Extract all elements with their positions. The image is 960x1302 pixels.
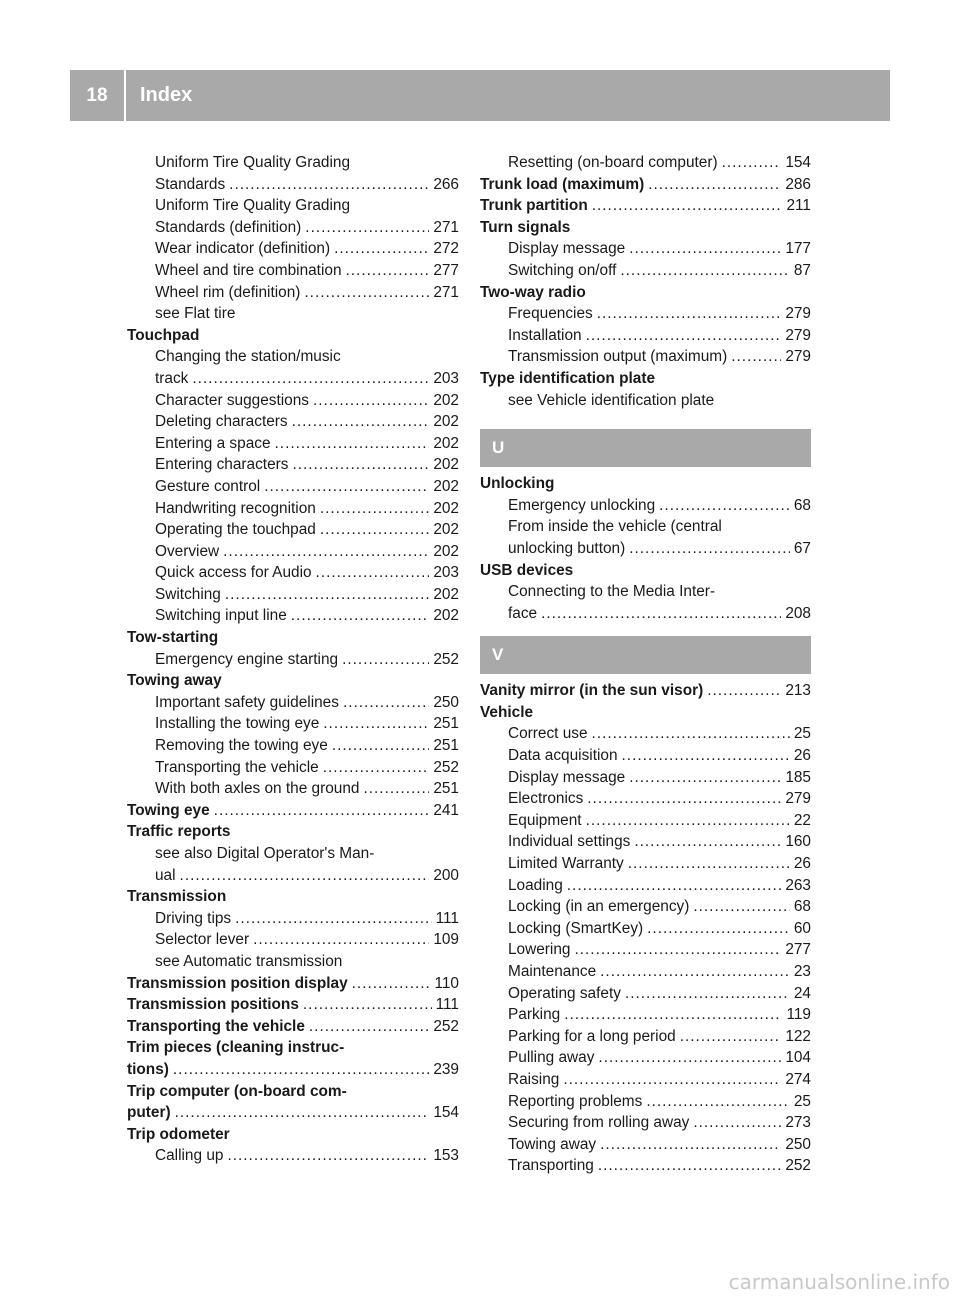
dot-leader — [620, 260, 790, 282]
entry-label: Entering characters — [155, 456, 289, 474]
page-reference: 239 — [433, 1060, 459, 1078]
entry-label: Operating safety — [508, 984, 621, 1002]
index-subentry — [127, 454, 459, 476]
dot-leader — [334, 238, 429, 260]
page-reference: 25 — [793, 1092, 811, 1110]
entry-label: puter) — [127, 1104, 171, 1122]
index-subentry — [480, 810, 811, 832]
index-subentry — [480, 788, 811, 810]
page-reference: 200 — [433, 866, 459, 884]
index-subentry — [127, 692, 459, 714]
index-subentry — [480, 1026, 811, 1048]
index-entry — [127, 973, 459, 995]
page-header — [70, 70, 890, 121]
index-subentry — [127, 390, 459, 412]
entry-label: Trunk load (maximum) — [480, 175, 645, 193]
index-heading: USB devices — [480, 561, 574, 579]
entry-label: Character suggestions — [155, 391, 309, 409]
dot-leader — [647, 918, 790, 940]
page-reference: 26 — [793, 747, 811, 765]
index-heading: Turn signals — [480, 218, 571, 236]
page-reference: 279 — [785, 305, 811, 323]
dot-leader — [323, 713, 429, 735]
page-reference: 202 — [433, 585, 459, 603]
index-subentry — [127, 260, 459, 282]
index-subentry — [480, 875, 811, 897]
page-reference: 250 — [433, 693, 459, 711]
index-subentry — [127, 649, 459, 671]
index-subentry-text: Changing the station/music — [155, 348, 341, 366]
page-reference: 252 — [433, 650, 459, 668]
dot-leader — [173, 1059, 429, 1081]
entry-label: track — [155, 369, 189, 387]
index-subentry — [127, 713, 459, 735]
dot-leader — [175, 1102, 430, 1124]
page-reference: 111 — [435, 996, 459, 1014]
index-subentry — [480, 1047, 811, 1069]
dot-leader — [227, 1145, 429, 1167]
page-reference: 202 — [433, 413, 459, 431]
entry-label: Emergency engine starting — [155, 650, 339, 668]
page-reference: 251 — [433, 715, 459, 733]
entry-label: Locking (SmartKey) — [508, 919, 644, 937]
page-reference: 271 — [433, 218, 459, 236]
dot-leader — [192, 368, 429, 390]
index-subentry — [127, 757, 459, 779]
page-reference: 271 — [433, 283, 459, 301]
entry-label: Selector lever — [155, 931, 250, 949]
index-subentry-text: see Automatic transmission — [155, 952, 343, 970]
index-subentry — [127, 368, 459, 390]
entry-label: Transmission position display — [127, 974, 348, 992]
index-subentry — [127, 584, 459, 606]
dot-leader — [225, 584, 429, 606]
dot-leader — [180, 865, 430, 887]
dot-leader — [648, 174, 781, 196]
dot-leader — [629, 538, 790, 560]
index-subentry — [480, 939, 811, 961]
dot-leader — [304, 282, 429, 304]
page-reference: 279 — [785, 348, 811, 366]
index-subentry — [127, 1145, 459, 1167]
index-subentry — [480, 238, 811, 260]
entry-label: Data acquisition — [508, 747, 618, 765]
entry-label: Towing away — [508, 1135, 597, 1153]
dot-leader — [629, 767, 781, 789]
entry-label: Emergency unlocking — [508, 496, 656, 514]
dot-leader — [629, 238, 781, 260]
dot-leader — [722, 152, 782, 174]
index-subentry — [480, 1004, 811, 1026]
dot-leader — [628, 853, 790, 875]
entry-label: Transmission positions — [127, 996, 299, 1014]
index-subentry-text: From inside the vehicle (central — [508, 518, 722, 536]
dot-leader — [332, 735, 429, 757]
index-subentry — [480, 767, 811, 789]
dot-leader — [305, 217, 429, 239]
dot-leader — [323, 757, 430, 779]
entry-label: Individual settings — [508, 833, 631, 851]
page-reference: 109 — [433, 931, 459, 949]
dot-leader — [352, 973, 431, 995]
index-subentry — [127, 562, 459, 584]
page-reference: 160 — [785, 833, 811, 851]
entry-label: unlocking button) — [508, 539, 626, 557]
index-subentry — [127, 908, 459, 930]
entry-label: Standards — [155, 175, 226, 193]
page-reference: 122 — [785, 1027, 811, 1045]
page-reference: 279 — [785, 790, 811, 808]
dot-leader — [320, 498, 429, 520]
entry-label: Display message — [508, 768, 626, 786]
index-subentry — [127, 865, 459, 887]
page-reference: 241 — [433, 801, 459, 819]
entry-label: Wheel rim (definition) — [155, 283, 301, 301]
entry-label: Wear indicator (definition) — [155, 240, 331, 258]
page-reference: 23 — [793, 963, 811, 980]
index-heading: Transmission — [127, 888, 227, 906]
page-reference: 251 — [433, 737, 459, 755]
index-heading: Vehicle — [480, 703, 534, 721]
dot-leader — [680, 1026, 782, 1048]
dot-leader — [316, 562, 430, 584]
index-entry — [127, 994, 459, 1016]
page-reference: 202 — [433, 456, 459, 474]
index-subentry-text: see Flat tire — [155, 305, 236, 323]
index-heading: Towing away — [127, 672, 222, 690]
page-reference: 213 — [785, 682, 811, 700]
page-reference: 251 — [433, 780, 459, 798]
index-entry — [127, 1059, 459, 1081]
entry-label: Transporting the vehicle — [127, 1017, 305, 1035]
page-reference: 273 — [785, 1114, 811, 1132]
entry-label: Quick access for Audio — [155, 564, 312, 582]
dot-leader — [587, 788, 781, 810]
index-heading: Type identification plate — [480, 369, 656, 387]
entry-label: Driving tips — [155, 909, 232, 927]
entry-label: Switching input line — [155, 607, 287, 625]
index-subentry — [127, 929, 459, 951]
entry-label: With both axles on the ground — [155, 780, 360, 798]
entry-label: Transporting — [508, 1157, 594, 1175]
entry-label: Pulling away — [508, 1049, 595, 1067]
page-reference: 266 — [433, 175, 459, 193]
entry-label: Important safety guidelines — [155, 693, 339, 711]
entry-label: Entering a space — [155, 434, 271, 452]
index-entry — [127, 1016, 459, 1038]
index-subentry — [127, 735, 459, 757]
page-reference: 22 — [793, 811, 811, 829]
entry-label: Equipment — [508, 811, 582, 829]
watermark: carmanualsonline.info — [728, 1270, 950, 1294]
section-letter-bar: V — [480, 636, 811, 674]
dot-leader — [229, 174, 429, 196]
index-subentry — [480, 1112, 811, 1134]
index-heading: Trip computer (on-board com- — [127, 1082, 347, 1100]
dot-leader — [214, 800, 430, 822]
page-reference: 111 — [435, 909, 459, 927]
entry-label: Calling up — [155, 1147, 224, 1165]
dot-leader — [646, 1091, 790, 1113]
entry-label: Transmission output (maximum) — [508, 348, 728, 366]
index-subentry — [127, 238, 459, 260]
page-reference: 272 — [433, 240, 459, 258]
index-subentry — [480, 1134, 811, 1156]
index-subentry — [480, 495, 811, 517]
entry-label: Lowering — [508, 941, 571, 959]
index-subentry — [480, 1091, 811, 1113]
dot-leader — [693, 1112, 781, 1134]
dot-leader — [567, 875, 782, 897]
index-entry — [480, 174, 811, 196]
index-subentry — [480, 961, 811, 983]
dot-leader — [731, 346, 781, 368]
index-subentry — [480, 603, 811, 625]
entry-label: Overview — [155, 542, 220, 560]
index-heading: Trim pieces (cleaning instruc- — [127, 1039, 345, 1057]
dot-leader — [659, 495, 790, 517]
entry-label: Raising — [508, 1070, 560, 1088]
index-subentry — [480, 853, 811, 875]
index-entry — [127, 1102, 459, 1124]
dot-leader — [253, 929, 429, 951]
page-reference: 68 — [793, 496, 811, 514]
index-subentry-text: Uniform Tire Quality Grading — [155, 197, 351, 215]
index-heading: Two-way radio — [480, 283, 586, 301]
page-reference: 252 — [433, 758, 459, 776]
entry-label: Deleting characters — [155, 413, 288, 431]
dot-leader — [598, 1047, 781, 1069]
entry-label: Resetting (on-board computer) — [508, 154, 718, 171]
dot-leader — [275, 433, 430, 455]
dot-leader — [363, 778, 429, 800]
entry-label: Reporting problems — [508, 1092, 643, 1110]
dot-leader — [303, 994, 432, 1016]
index-subentry — [127, 433, 459, 455]
index-subentry — [480, 538, 811, 560]
dot-leader — [563, 1069, 781, 1091]
dot-leader — [592, 195, 783, 217]
page-reference: 60 — [793, 919, 811, 937]
dot-leader — [313, 390, 429, 412]
dot-leader — [343, 692, 429, 714]
page-reference: 202 — [433, 542, 459, 560]
index-subentry-text: Uniform Tire Quality Grading — [155, 154, 351, 171]
index-subentry — [480, 260, 811, 282]
page-reference: 202 — [433, 477, 459, 495]
page-reference: 26 — [793, 855, 811, 873]
page-reference: 202 — [433, 607, 459, 625]
index-heading: Trip odometer — [127, 1125, 230, 1143]
page-reference: 104 — [785, 1049, 811, 1067]
dot-leader — [309, 1016, 429, 1038]
page-reference: 153 — [433, 1147, 459, 1165]
index-column-right — [480, 152, 811, 1177]
index-subentry — [127, 411, 459, 433]
page-reference: 274 — [785, 1070, 811, 1088]
entry-label: Switching — [155, 585, 221, 603]
page-reference: 208 — [785, 604, 811, 622]
entry-label: Display message — [508, 240, 626, 258]
index-subentry-text: see also Digital Operator's Man- — [155, 845, 375, 862]
page-reference: 286 — [785, 175, 811, 193]
index-subentry — [127, 282, 459, 304]
index-heading: Traffic reports — [127, 823, 231, 841]
entry-label: Frequencies — [508, 305, 593, 323]
entry-label: Towing eye — [127, 801, 210, 819]
dot-leader — [235, 908, 431, 930]
dot-leader — [586, 325, 782, 347]
dot-leader — [541, 603, 781, 625]
entry-label: Standards (definition) — [155, 218, 302, 236]
index-subentry — [480, 723, 811, 745]
index-subentry — [480, 1155, 811, 1177]
page-reference: 203 — [433, 564, 459, 582]
dot-leader — [625, 983, 790, 1005]
dot-leader — [346, 260, 430, 282]
index-subentry — [480, 1069, 811, 1091]
entry-label: Removing the towing eye — [155, 737, 328, 755]
index-subentry — [480, 896, 811, 918]
index-subentry — [480, 152, 811, 174]
dot-leader — [693, 896, 790, 918]
page-reference: 67 — [793, 539, 811, 557]
index-subentry — [480, 983, 811, 1005]
index-subentry — [127, 174, 459, 196]
index-subentry — [480, 918, 811, 940]
index-heading: Tow-starting — [127, 629, 219, 647]
dot-leader — [292, 411, 430, 433]
entry-label: Vanity mirror (in the sun visor) — [480, 682, 704, 700]
entry-label: ual — [155, 866, 176, 884]
dot-leader — [320, 519, 429, 541]
index-subentry — [480, 745, 811, 767]
entry-label: Limited Warranty — [508, 855, 624, 873]
dot-leader — [342, 649, 429, 671]
page-reference: 24 — [793, 984, 811, 1002]
page-reference: 87 — [793, 261, 811, 279]
index-subentry — [480, 831, 811, 853]
entry-label: Securing from rolling away — [508, 1114, 690, 1132]
entry-label: Electronics — [508, 790, 584, 808]
page-reference: 154 — [785, 154, 811, 171]
entry-label: Operating the touchpad — [155, 521, 316, 539]
page-reference: 177 — [785, 240, 811, 258]
index-subentry — [480, 325, 811, 347]
dot-leader — [634, 831, 781, 853]
page-reference: 202 — [433, 521, 459, 539]
dot-leader — [564, 1004, 782, 1026]
entry-label: face — [508, 604, 538, 622]
index-entry — [127, 800, 459, 822]
dot-leader — [592, 723, 790, 745]
index-subentry — [480, 346, 811, 368]
dot-leader — [574, 939, 781, 961]
dot-leader — [264, 476, 429, 498]
page-reference: 202 — [433, 499, 459, 517]
dot-leader — [707, 680, 781, 702]
index-subentry — [127, 476, 459, 498]
dot-leader — [291, 605, 430, 627]
entry-label: Installation — [508, 326, 582, 344]
page-reference: 263 — [785, 876, 811, 894]
dot-leader — [600, 961, 790, 983]
entry-label: Transporting the vehicle — [155, 758, 319, 776]
entry-label: Wheel and tire combination — [155, 261, 342, 279]
entry-label: Parking for a long period — [508, 1027, 676, 1045]
page-reference: 203 — [433, 369, 459, 387]
dot-leader — [598, 1155, 781, 1177]
index-subentry — [127, 605, 459, 627]
index-subentry-text: see Vehicle identification plate — [508, 391, 715, 409]
index-entry — [480, 195, 811, 217]
page-title: Index — [140, 84, 193, 106]
entry-label: Loading — [508, 876, 563, 894]
entry-label: Correct use — [508, 725, 588, 743]
page-reference: 202 — [433, 391, 459, 409]
dot-leader — [600, 1134, 781, 1156]
index-subentry — [127, 778, 459, 800]
entry-label: Gesture control — [155, 477, 261, 495]
page-reference: 211 — [786, 197, 811, 215]
page-reference: 277 — [785, 941, 811, 959]
index-entry — [480, 680, 811, 702]
index-column-left — [127, 152, 459, 1167]
dot-leader — [586, 810, 790, 832]
index-heading: Unlocking — [480, 475, 555, 493]
page-reference: 277 — [433, 261, 459, 279]
dot-leader — [223, 541, 429, 563]
entry-label: Parking — [508, 1006, 561, 1024]
dot-leader — [597, 303, 782, 325]
entry-label: tions) — [127, 1060, 169, 1078]
page-reference: 25 — [793, 725, 811, 743]
page-reference: 68 — [793, 898, 811, 916]
index-heading: Touchpad — [127, 326, 200, 344]
index-subentry — [127, 541, 459, 563]
page-reference: 250 — [785, 1135, 811, 1153]
index-subentry — [127, 498, 459, 520]
page-reference: 185 — [785, 768, 811, 786]
page-reference: 252 — [433, 1017, 459, 1035]
entry-label: Locking (in an emergency) — [508, 898, 690, 916]
section-letter-bar: U — [480, 429, 811, 467]
page-reference: 252 — [785, 1157, 811, 1175]
dot-leader — [292, 454, 429, 476]
entry-label: Switching on/off — [508, 261, 617, 279]
page-reference: 110 — [434, 974, 459, 992]
entry-label: Trunk partition — [480, 197, 588, 215]
page-reference: 279 — [785, 326, 811, 344]
entry-label: Installing the towing eye — [155, 715, 320, 733]
index-subentry — [480, 303, 811, 325]
index-subentry — [127, 519, 459, 541]
page-reference: 154 — [433, 1104, 459, 1122]
entry-label: Maintenance — [508, 963, 597, 980]
dot-leader — [622, 745, 790, 767]
page-reference: 202 — [433, 434, 459, 452]
index-subentry-text: Connecting to the Media Inter- — [508, 583, 716, 601]
entry-label: Handwriting recognition — [155, 499, 316, 517]
page-number: 18 — [70, 70, 126, 121]
index-subentry — [127, 217, 459, 239]
page-reference: 119 — [786, 1006, 811, 1024]
